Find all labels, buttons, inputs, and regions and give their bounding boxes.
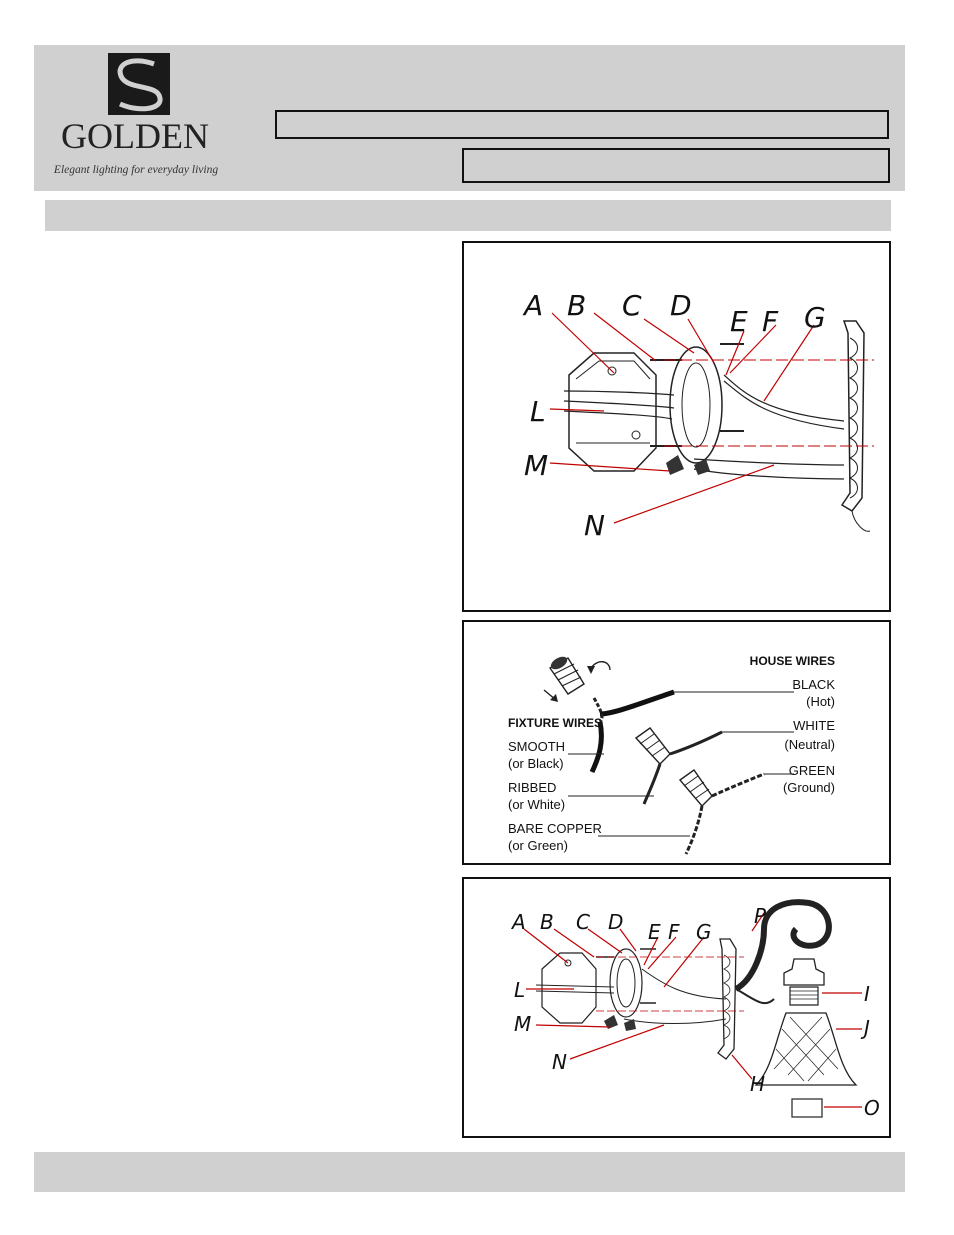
label-p: P — [754, 904, 767, 928]
or-black-label: (or Black) — [508, 756, 564, 771]
ribbed-wire-label: RIBBED — [508, 780, 557, 795]
house-wires-title: HOUSE WIRES — [749, 654, 835, 668]
brand-name: GOLDEN — [61, 116, 209, 156]
label-d: D — [670, 289, 692, 322]
ground-wire-label: (Ground) — [782, 780, 835, 795]
label-g: G — [804, 301, 826, 334]
glass-shade-icon — [756, 1013, 856, 1085]
fixture-wires-title: FIXTURE WIRES — [508, 716, 603, 730]
label-m: M — [524, 449, 549, 482]
assembly-diagram-panel — [462, 877, 891, 1138]
label-j: J — [864, 1016, 870, 1040]
label-e: E — [730, 305, 748, 338]
green-wire-label: GREEN — [788, 763, 835, 778]
label-m: M — [514, 1012, 532, 1036]
label-f: F — [668, 920, 680, 944]
label-b: B — [567, 289, 587, 322]
neutral-wire-label: (Neutral) — [784, 737, 835, 752]
wire-nut-icon — [549, 654, 584, 694]
hot-wire-label: (Hot) — [806, 694, 835, 709]
mounting-diagram-panel — [462, 241, 891, 612]
label-a: A — [512, 910, 526, 934]
wire-nut-icon — [624, 1019, 636, 1031]
label-i: I — [864, 982, 870, 1006]
model-number-box — [462, 148, 890, 183]
label-l: L — [514, 978, 526, 1002]
label-l: L — [530, 395, 546, 428]
label-c: C — [576, 910, 590, 934]
finial-part-icon — [792, 1099, 822, 1117]
label-d: D — [608, 910, 624, 934]
label-n: N — [552, 1050, 567, 1074]
wiring-diagram-panel — [462, 620, 891, 865]
label-h: H — [750, 1072, 766, 1096]
or-green-label: (or Green) — [508, 838, 568, 853]
white-wire-label: WHITE — [793, 718, 835, 733]
label-a: A — [524, 289, 544, 322]
label-o: O — [864, 1096, 880, 1120]
bare-copper-label: BARE COPPER — [508, 821, 602, 836]
smooth-wire-label: SMOOTH — [508, 739, 566, 754]
label-b: B — [540, 910, 554, 934]
label-f: F — [762, 305, 779, 338]
label-c: C — [622, 289, 642, 322]
wire-nut-icon — [694, 459, 710, 475]
section-heading-band — [45, 200, 891, 231]
label-n: N — [584, 509, 605, 542]
label-g: G — [696, 920, 712, 944]
product-title-box — [275, 110, 889, 139]
brand-tagline: Elegant lighting for everyday living — [53, 164, 219, 176]
label-e: E — [648, 920, 661, 944]
or-white-label: (or White) — [508, 797, 566, 812]
black-wire-label: BLACK — [792, 677, 835, 692]
footer-band — [34, 1152, 905, 1192]
brand-logo — [50, 50, 220, 185]
wire-nut-icon — [666, 455, 684, 475]
